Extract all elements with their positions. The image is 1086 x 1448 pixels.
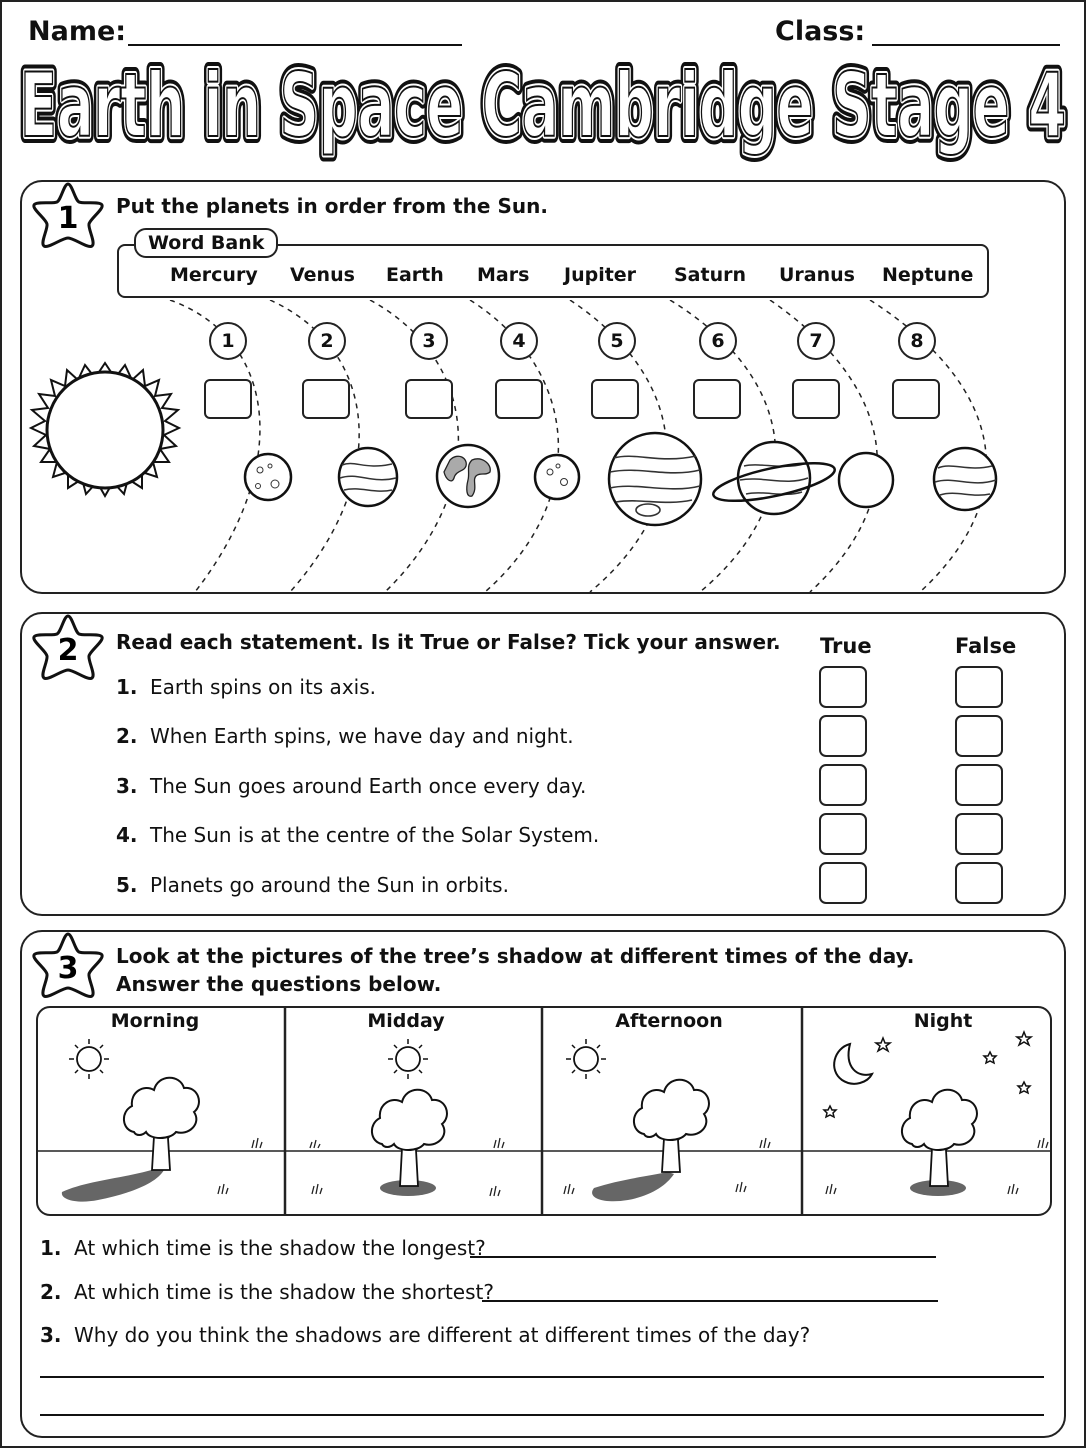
false-checkbox-3[interactable] bbox=[955, 764, 1003, 806]
word-mercury: Mercury bbox=[170, 264, 258, 286]
statement-number: 5. bbox=[116, 873, 138, 897]
star-number-2-icon bbox=[30, 612, 106, 682]
section3-instruction-line1: Look at the pictures of the tree’s shadow at different times of the day. bbox=[116, 944, 915, 968]
section1-instruction: Put the planets in order from the Sun. bbox=[116, 194, 548, 218]
svg-text:1: 1 bbox=[57, 201, 79, 236]
question-text: At which time is the shadow the longest? bbox=[74, 1236, 486, 1260]
svg-text:Earth in Space Cambridge Stage: Earth in Space Cambridge Stage 4 bbox=[20, 56, 1066, 157]
true-column-header: True bbox=[820, 634, 872, 658]
afternoon-tree-icon bbox=[634, 1080, 709, 1172]
word-saturn: Saturn bbox=[674, 264, 747, 286]
shadow-scenes-panel bbox=[36, 1006, 1052, 1216]
planet-neptune-icon bbox=[934, 448, 996, 510]
afternoon-sun-icon bbox=[566, 1039, 606, 1079]
false-column-header: False bbox=[955, 634, 1017, 658]
moon-icon bbox=[834, 1044, 872, 1084]
question-number: 2. bbox=[40, 1280, 62, 1304]
scene-label-afternoon: Afternoon bbox=[615, 1010, 723, 1032]
planet-saturn-icon bbox=[710, 442, 837, 514]
question-number: 3. bbox=[40, 1323, 62, 1347]
true-checkbox-5[interactable] bbox=[819, 862, 867, 904]
statement-text: The Sun is at the centre of the Solar System. bbox=[150, 823, 600, 847]
svg-text:Earth in Space Cambridge Stage: Earth in Space Cambridge Stage 4 bbox=[20, 56, 1066, 157]
svg-text:Earth in Space Cambridge Stage: Earth in Space Cambridge Stage 4 bbox=[20, 56, 1066, 157]
word-bank-title: Word Bank bbox=[134, 228, 278, 258]
statement-number: 1. bbox=[116, 675, 138, 699]
planet-jupiter-icon bbox=[609, 433, 701, 525]
planet-answer-box-3[interactable] bbox=[405, 379, 453, 419]
slot-number-1: 1 bbox=[209, 322, 247, 360]
answer-line-3a[interactable] bbox=[40, 1376, 1044, 1378]
false-checkbox-1[interactable] bbox=[955, 666, 1003, 708]
planet-earth-icon bbox=[437, 445, 499, 507]
answer-line-2[interactable] bbox=[482, 1300, 938, 1302]
slot-number-7: 7 bbox=[797, 322, 835, 360]
name-field[interactable] bbox=[128, 44, 462, 46]
worksheet-title bbox=[0, 56, 1086, 172]
word-uranus: Uranus bbox=[779, 264, 855, 286]
morning-tree-icon bbox=[124, 1078, 199, 1170]
name-label: Name: bbox=[28, 16, 127, 47]
question-text: Why do you think the shadows are different at different times of the day? bbox=[74, 1323, 811, 1347]
planet-uranus-icon bbox=[839, 453, 893, 507]
planet-venus-icon bbox=[339, 448, 397, 506]
answer-line-3b[interactable] bbox=[40, 1414, 1044, 1416]
planet-answer-box-6[interactable] bbox=[693, 379, 741, 419]
midday-tree-icon bbox=[372, 1090, 447, 1186]
section-true-false bbox=[20, 612, 1066, 916]
word-earth: Earth bbox=[386, 264, 444, 286]
statement-number: 4. bbox=[116, 823, 138, 847]
word-venus: Venus bbox=[290, 264, 355, 286]
grass-tufts bbox=[218, 1138, 262, 1194]
midday-sun-icon bbox=[388, 1039, 428, 1079]
night-tree-icon bbox=[902, 1090, 977, 1186]
class-field[interactable] bbox=[872, 44, 1060, 46]
planet-answer-box-5[interactable] bbox=[591, 379, 639, 419]
word-jupiter: Jupiter bbox=[564, 264, 637, 286]
statement-number: 3. bbox=[116, 774, 138, 798]
planet-mercury-icon bbox=[245, 454, 291, 500]
morning-sun-icon bbox=[69, 1039, 109, 1079]
question-number: 1. bbox=[40, 1236, 62, 1260]
false-checkbox-4[interactable] bbox=[955, 813, 1003, 855]
false-checkbox-2[interactable] bbox=[955, 715, 1003, 757]
slot-number-8: 8 bbox=[898, 322, 936, 360]
true-checkbox-1[interactable] bbox=[819, 666, 867, 708]
statement-text: Earth spins on its axis. bbox=[150, 675, 376, 699]
class-label: Class: bbox=[775, 16, 866, 47]
slot-number-3: 3 bbox=[410, 322, 448, 360]
planet-answer-box-2[interactable] bbox=[302, 379, 350, 419]
scene-label-morning: Morning bbox=[110, 1010, 200, 1032]
sun-icon bbox=[31, 363, 179, 496]
planet-mars-icon bbox=[535, 455, 579, 499]
svg-text:2: 2 bbox=[57, 633, 79, 668]
answer-line-1[interactable] bbox=[470, 1256, 936, 1258]
afternoon-shadow bbox=[592, 1172, 674, 1201]
word-neptune: Neptune bbox=[882, 264, 974, 286]
word-mars: Mars bbox=[477, 264, 530, 286]
planet-answer-box-1[interactable] bbox=[204, 379, 252, 419]
shadow-scenes-illustration bbox=[38, 1008, 1052, 1216]
statement-text: When Earth spins, we have day and night. bbox=[150, 724, 574, 748]
morning-shadow bbox=[62, 1168, 164, 1202]
star-number-1-icon bbox=[30, 180, 106, 250]
slot-number-4: 4 bbox=[500, 322, 538, 360]
slot-number-5: 5 bbox=[598, 322, 636, 360]
orbit-lines bbox=[170, 300, 986, 592]
scene-label-night: Night bbox=[913, 1010, 973, 1032]
true-checkbox-4[interactable] bbox=[819, 813, 867, 855]
statement-text: The Sun goes around Earth once every day. bbox=[150, 774, 587, 798]
svg-text:3: 3 bbox=[57, 951, 79, 986]
star-number-3-icon bbox=[30, 930, 106, 1000]
slot-number-2: 2 bbox=[308, 322, 346, 360]
statement-number: 2. bbox=[116, 724, 138, 748]
planet-answer-box-4[interactable] bbox=[495, 379, 543, 419]
slot-number-6: 6 bbox=[699, 322, 737, 360]
section2-instruction: Read each statement. Is it True or False? Tick your answer. bbox=[116, 630, 781, 654]
false-checkbox-5[interactable] bbox=[955, 862, 1003, 904]
question-text: At which time is the shadow the shortest? bbox=[74, 1280, 494, 1304]
planet-answer-box-7[interactable] bbox=[792, 379, 840, 419]
planet-answer-box-8[interactable] bbox=[892, 379, 940, 419]
true-checkbox-2[interactable] bbox=[819, 715, 867, 757]
section3-instruction-line2: Answer the questions below. bbox=[116, 972, 442, 996]
statement-text: Planets go around the Sun in orbits. bbox=[150, 873, 509, 897]
true-checkbox-3[interactable] bbox=[819, 764, 867, 806]
scene-label-midday: Midday bbox=[367, 1010, 445, 1032]
